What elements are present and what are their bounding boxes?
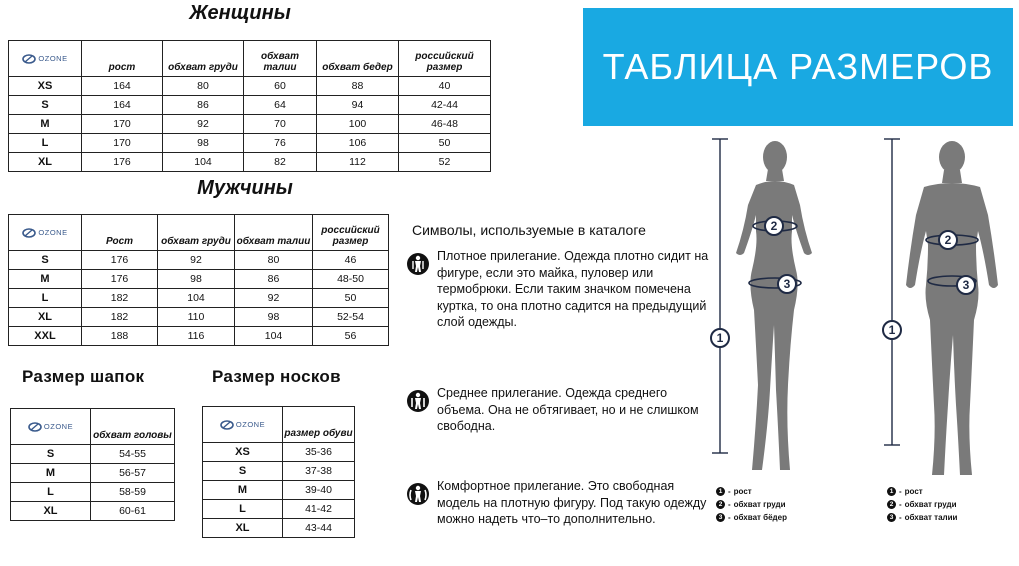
col-header: российский размер bbox=[399, 41, 491, 77]
socks-size-table bbox=[202, 406, 355, 538]
table-row: L 41-42 bbox=[203, 500, 355, 519]
ozone-logo-icon bbox=[28, 421, 42, 433]
men-title: Мужчины bbox=[197, 177, 293, 199]
female-chest-marker: 2 bbox=[764, 216, 784, 236]
legend-item-medium bbox=[406, 385, 718, 435]
table-row: XL 60-61 bbox=[11, 502, 175, 521]
size-chart-banner bbox=[583, 8, 1013, 126]
female-height-marker: 1 bbox=[710, 328, 730, 348]
col-header: размер обуви bbox=[283, 407, 355, 443]
col-header: Рост bbox=[82, 215, 158, 251]
comfort-fit-icon bbox=[406, 482, 430, 506]
hats-title: Размер шапок bbox=[22, 367, 145, 386]
tight-fit-icon bbox=[406, 252, 430, 276]
medium-fit-icon bbox=[406, 389, 430, 413]
women-title: Женщины bbox=[189, 2, 291, 24]
legend-item-tight bbox=[406, 248, 718, 331]
col-header: обхват головы bbox=[91, 409, 175, 445]
hats-size-table bbox=[10, 408, 175, 521]
banner-title: ТАБЛИЦА РАЗМЕРОВ bbox=[602, 46, 994, 87]
ozone-logo-icon bbox=[22, 227, 36, 239]
brand-logo: OZONE bbox=[9, 41, 82, 77]
legend-text: Плотное прилегание. Одежда плотно сидит на фигуре, если это майка, пуловер или термобрюки. Если таким значком помечена куртка, то она плотно садится на предыдущий слой одежды. bbox=[437, 249, 709, 329]
table-row: L 182 104 92 50 bbox=[9, 289, 389, 308]
male-waist-marker: 3 bbox=[956, 275, 976, 295]
table-row: S 54-55 bbox=[11, 445, 175, 464]
women-size-table bbox=[8, 40, 491, 172]
table-row: M 39-40 bbox=[203, 481, 355, 500]
table-row: M 170 92 70 100 46-48 bbox=[9, 115, 491, 134]
ozone-logo-icon bbox=[22, 53, 36, 65]
socks-title: Размер носков bbox=[212, 367, 341, 386]
table-row: XS 35-36 bbox=[203, 443, 355, 462]
table-row: L 170 98 76 106 50 bbox=[9, 134, 491, 153]
male-chest-marker: 2 bbox=[938, 230, 958, 250]
legend-text: Комфортное прилегание. Это свободная модель на плотную фигуру. Под такую одежду можно надеть что–то дополнительно. bbox=[437, 479, 707, 526]
col-header: рост bbox=[82, 41, 163, 77]
legend-item-comfort bbox=[406, 478, 718, 528]
female-figure bbox=[700, 135, 840, 483]
legend-text: Среднее прилегание. Одежда среднего объема. Она не обтягивает, но и не слишком свободна. bbox=[437, 386, 699, 433]
col-header: обхват талии bbox=[244, 41, 317, 77]
col-header: обхват груди bbox=[163, 41, 244, 77]
table-row: M 176 98 86 48-50 bbox=[9, 270, 389, 289]
col-header: обхват бедер bbox=[317, 41, 399, 77]
table-row: XL 176 104 82 112 52 bbox=[9, 153, 491, 172]
table-row: S 164 86 64 94 42-44 bbox=[9, 96, 491, 115]
female-hips-marker: 3 bbox=[777, 274, 797, 294]
col-header: российский размер bbox=[313, 215, 389, 251]
col-header: обхват груди bbox=[158, 215, 235, 251]
table-row: XS 164 80 60 88 40 bbox=[9, 77, 491, 96]
male-figure-legend: 1 - рост 2 - обхват груди 3 - обхват талии bbox=[887, 485, 957, 524]
men-size-table bbox=[8, 214, 389, 346]
table-row: XXL 188 116 104 56 bbox=[9, 327, 389, 346]
table-row: XL 43-44 bbox=[203, 519, 355, 538]
female-figure-legend: 1 - рост 2 - обхват груди 3 - обхват бёдер bbox=[716, 485, 787, 524]
male-figure bbox=[872, 135, 1012, 483]
ozone-logo-icon bbox=[220, 419, 234, 431]
legend-title: Символы, используемые в каталоге bbox=[412, 222, 646, 238]
table-row: L 58-59 bbox=[11, 483, 175, 502]
brand-logo: OZONE bbox=[11, 409, 91, 445]
table-row: XL 182 110 98 52-54 bbox=[9, 308, 389, 327]
brand-logo: OZONE bbox=[203, 407, 283, 443]
table-row: S 176 92 80 46 bbox=[9, 251, 389, 270]
table-row: M 56-57 bbox=[11, 464, 175, 483]
table-row: S 37-38 bbox=[203, 462, 355, 481]
brand-logo: OZONE bbox=[9, 215, 82, 251]
col-header: обхват талии bbox=[235, 215, 313, 251]
male-height-marker: 1 bbox=[882, 320, 902, 340]
